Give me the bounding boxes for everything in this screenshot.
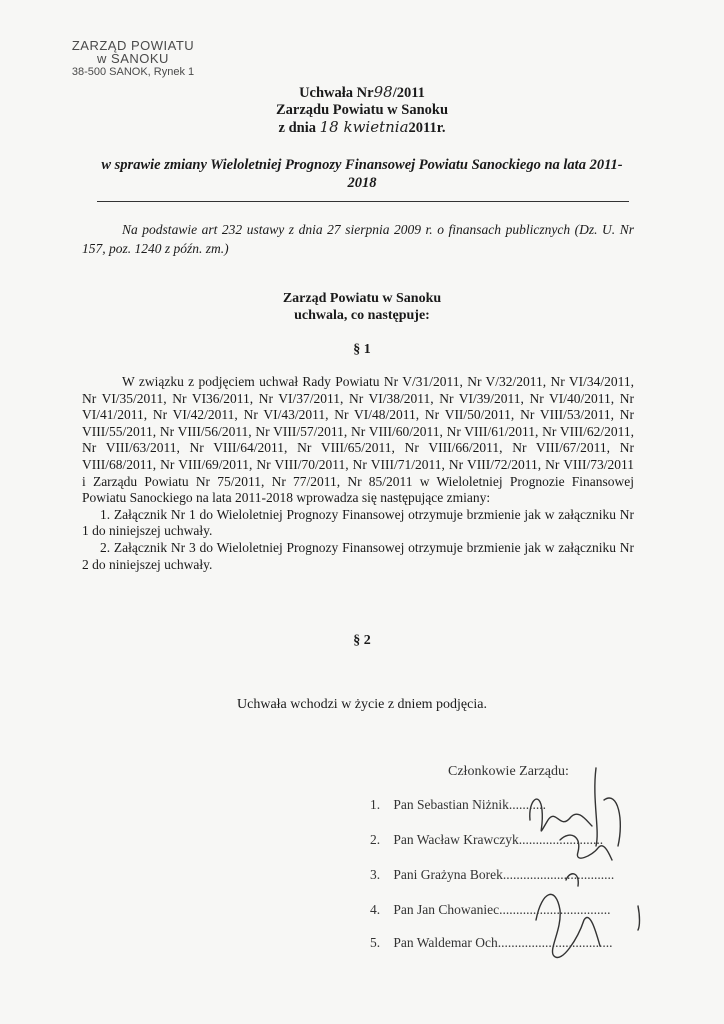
member-number: 4.	[370, 902, 381, 917]
signature-2	[560, 835, 612, 860]
section-1-mark: § 1	[353, 342, 371, 357]
member-name: Pani Grażyna Borek	[393, 867, 503, 882]
legal-basis-text: Na podstawie art 232 ustawy z dnia 27 sierpnia 2009 r. o finansach publicznych (Dz. U. Nr 157, poz. 1240 z późn. zm.)	[82, 222, 634, 256]
title-suffix: /2011	[392, 85, 425, 101]
stamp-line-2: w SANOKU	[97, 51, 169, 66]
section-1-body	[82, 374, 634, 573]
members-title: Członkowie Zarządu:	[448, 764, 569, 779]
handwritten-date: 18 kwietnia	[319, 118, 409, 136]
authority-line: Zarządu Powiatu w Sanoku	[275, 102, 449, 118]
section-1-item-2: 2. Załącznik Nr 3 do Wieloletniej Prognozy Finansowej otrzymuje brzmienie jak w załączniku Nr 2 do niniejszej uchwały.	[82, 539, 634, 572]
member-line: 5. Pan Waldemar Och..................................	[370, 935, 613, 950]
stamp-line-3: 38-500 SANOK, Rynek 1	[71, 66, 195, 78]
member-line: 2. Pan Wacław Krawczyk.........................	[370, 832, 604, 847]
member-name: Pan Wacław Krawczyk	[393, 832, 519, 847]
member-number: 5.	[370, 935, 381, 950]
member-number: 1.	[370, 797, 381, 812]
signature-3	[536, 874, 640, 958]
resolving-clause	[0, 290, 724, 324]
member-name: Pan Waldemar Och	[393, 935, 498, 950]
member-name: Pan Jan Chowaniec	[393, 902, 500, 917]
resolution-subject: w sprawie zmiany Wieloletniej Prognozy Finansowej Powiatu Sanockiego na lata 2011-2018	[101, 157, 623, 191]
resolving-line-2: uchwala, co następuje:	[294, 308, 430, 323]
section-1-intro: W związku z podjęciem uchwał Rady Powiatu Nr V/31/2011, Nr V/32/2011, Nr VI/34/2011, Nr VI/35/2011, Nr VI36/2011, Nr VI/37/2011, Nr VI/38/2011, Nr VI/39/2011, Nr VI/40/2011, Nr VI/41/2011, Nr VI/42/2011, Nr VI/43/2011, Nr VI/48/2011, Nr VII/50/2011, Nr VIII/53/2011, Nr VIII/55/2011, Nr VIII/56/2011, Nr VIII/57/2011, Nr VIII/60/2011, Nr VIII/61/2011, Nr VIII/62/2011, Nr VIII/63/2011, Nr VIII/64/2011, Nr VIII/65/2011, Nr VIII/66/2011, Nr VIII/67/2011, Nr VIII/68/2011, Nr VIII/69/2011, Nr VIII/70/2011, Nr VIII/71/2011, Nr VIII/72/2011, Nr VIII/73/2011 i Zarządu Powiatu Nr 75/2011, Nr 77/2011, Nr 85/2011 w Wieloletniej Prognozie Finansowej Powiatu Sanockiego na lata 2011-2018 wprowadza się następujące zmiany:	[82, 374, 634, 506]
stamp-line-1: ZARZĄD POWIATU	[71, 38, 195, 53]
section-2-mark: § 2	[353, 633, 371, 648]
office-stamp	[58, 38, 208, 78]
section-2-text: Uchwała wchodzi w życie z dniem podjęcia.	[237, 697, 487, 712]
resolution-title	[0, 84, 724, 102]
legal-basis	[82, 220, 634, 258]
member-number: 2.	[370, 832, 381, 847]
resolution-header	[0, 84, 724, 137]
handwritten-number: 98	[373, 83, 393, 101]
section-1-item-1: 1. Załącznik Nr 1 do Wieloletniej Prognozy Finansowej otrzymuje brzmienie jak w załączniku Nr 1 do niniejszej uchwały.	[82, 506, 634, 539]
signature-1	[530, 768, 621, 846]
date-prefix: z dnia	[278, 120, 316, 136]
member-line: 1. Pan Sebastian Niżnik...........	[370, 797, 546, 812]
date-line	[0, 119, 724, 137]
title-prefix: Uchwała Nr	[299, 85, 374, 101]
member-line: 4. Pan Jan Chowaniec.................................	[370, 902, 611, 917]
handwritten-signatures	[500, 760, 670, 980]
member-number: 3.	[370, 867, 381, 882]
subject-divider	[97, 201, 629, 202]
date-suffix: 2011r.	[408, 120, 446, 136]
member-line: 3. Pani Grażyna Borek.................................	[370, 867, 615, 882]
resolving-line-1: Zarząd Powiatu w Sanoku	[282, 291, 442, 306]
member-name: Pan Sebastian Niżnik	[393, 797, 509, 812]
